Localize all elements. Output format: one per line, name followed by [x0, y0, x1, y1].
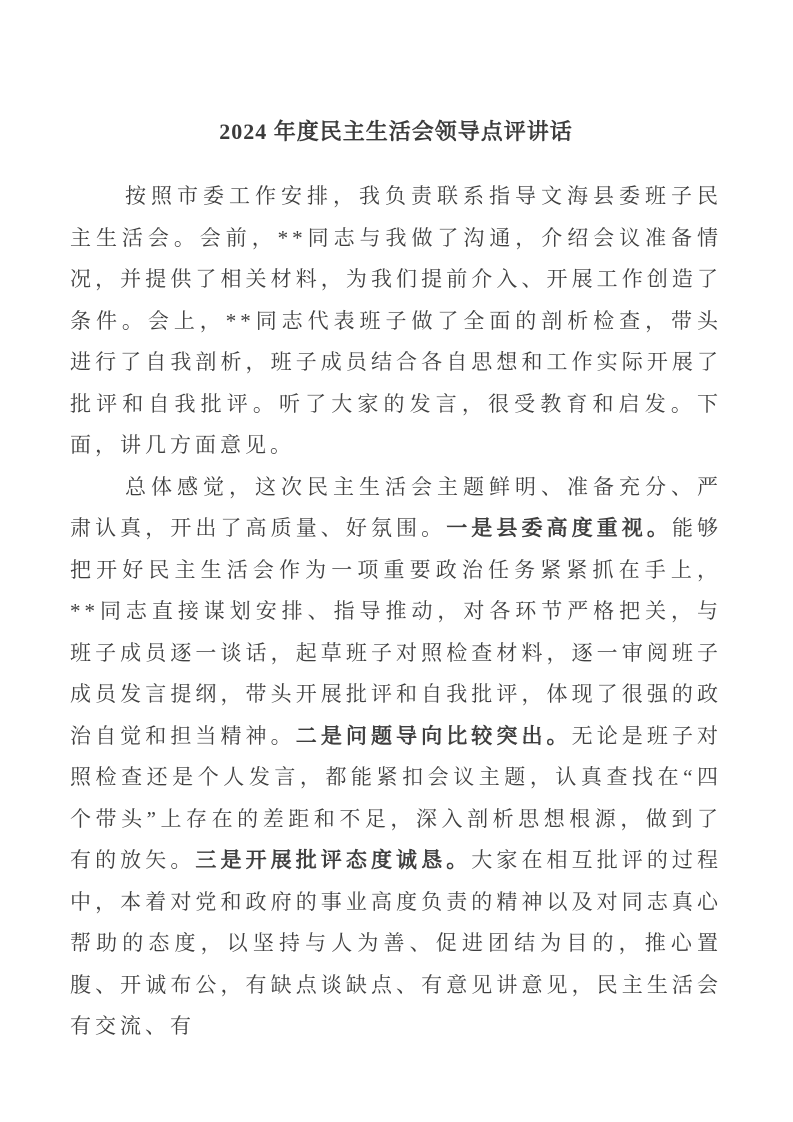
document-body — [70, 176, 722, 1048]
text-run: 总体感觉，这次民主生活会主题鲜明、准备充分、严肃认真，开出了高质量、好氛围。 — [70, 474, 722, 540]
paragraph-1 — [70, 176, 722, 467]
text-run: 无论是班子对照检查还是个人发言，都能紧扣会议主题，认真查找在“四个带头”上存在的差距和不足，深入剖析思想根源，做到了有的放矢。 — [70, 723, 723, 872]
bold-heading-run-second: 二是问题导向比较突出。 — [295, 723, 572, 748]
text-run: 按照市委工作安排，我负责联系指导文海县委班子民主生活会。会前，**同志与我做了沟通，介绍会议准备情况，并提供了相关材料，为我们提前介入、开展工作创造了条件。会上，**同志代表班子做了全面的剖析检查，带头进行了自我剖析，班子成员结合各自思想和工作实际开展了批评和自我批评。听了大家的发言，很受教育和启发。下面，讲几方面意见。 — [70, 184, 722, 457]
bold-heading-run-first: 一是县委高度重视。 — [446, 516, 672, 540]
bold-heading-run-third: 三是开展批评态度诚恳。 — [195, 848, 472, 872]
paragraph-2 — [70, 467, 722, 1048]
text-run: 大家在相互批评的过程中，本着对党和政府的事业高度负责的精神以及对同志真心帮助的态度，以坚持与人为善、促进团结为目的，推心置腹、开诚布公，有缺点谈缺点、有意见讲意见，民主生活会有交流、有 — [70, 848, 723, 1038]
document-title: 2024 年度民主生活会领导点评讲话 — [219, 119, 573, 144]
text-run: 能够把开好民主生活会作为一项重要政治任务紧紧抓在手上，**同志直接谋划安排、指导推动，对各环节严格把关，与班子成员逐一谈话，起草班子对照检查材料，逐一审阅班子成员发言提纲，带头开展批评和自我批评，体现了很强的政治自觉和担当精神。 — [70, 516, 723, 748]
